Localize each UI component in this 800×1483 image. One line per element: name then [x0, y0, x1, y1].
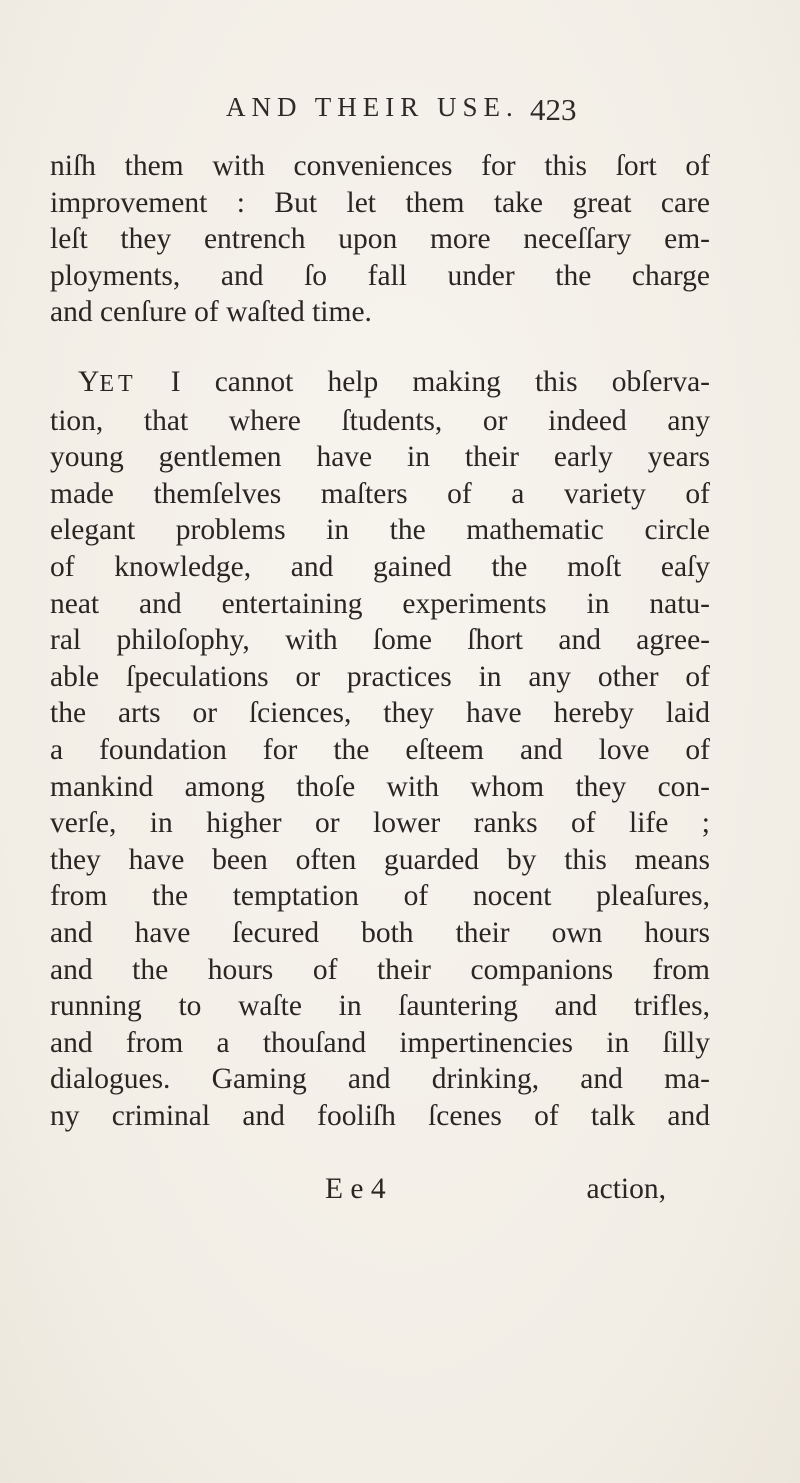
text-line: the arts or ſciences, they have hereby laid [50, 697, 710, 730]
text-line: from the temptation of nocent pleaſures, [50, 880, 710, 913]
text-line-first [50, 364, 710, 403]
text-line: elegant problems in the mathematic circle [50, 514, 710, 547]
text-line: tion, that where ſtudents, or indeed any [50, 404, 710, 437]
text-line: ny criminal and fooliſh ſcenes of talk and [50, 1099, 710, 1132]
text-line: ral philoſophy, with ſome ſhort and agree- [50, 624, 710, 657]
page-footer [325, 1173, 666, 1206]
text-line: able ſpeculations or practices in any other of [50, 660, 710, 693]
text-line: ployments, and ſo fall under the charge [50, 259, 710, 292]
text-line: niſh them with conveniences for this ſort of [50, 150, 710, 182]
text-line: leſt they entrench upon more neceſſary em- [50, 223, 710, 256]
text-line: running to waſte in ſauntering and trifles, [50, 990, 710, 1023]
text-line: and the hours of their companions from [50, 953, 710, 986]
text-line: mankind among thoſe with whom they con- [50, 770, 710, 803]
drop-word-rest: ET [99, 371, 137, 397]
text-line: they have been often guarded by this means [50, 843, 710, 876]
text-line: improvement : But let them take great care [50, 186, 710, 219]
text-line: and from a thouſand impertinencies in ſilly [50, 1026, 710, 1059]
text-line: of knowledge, and gained the moſt eaſy [50, 550, 710, 583]
paragraph-1 [50, 148, 710, 331]
signature-mark: E e 4 [325, 1173, 386, 1205]
drop-word-initial: Y [78, 366, 100, 398]
text-line: verſe, in higher or lower ranks of life ; [50, 807, 710, 840]
text-line: a foundation for the eſteem and love of [50, 733, 710, 766]
text-line: made themſelves maſters of a variety of [50, 477, 710, 510]
running-head: AND THEIR USE. [226, 92, 519, 122]
text-line: and cenſure of waſted time. [50, 296, 372, 329]
first-line-text: I cannot help making this obſerva- [136, 366, 710, 398]
paragraph-2 [50, 364, 710, 1134]
page-number: 423 [530, 92, 577, 127]
catchword: action, [586, 1173, 666, 1205]
text-line: dialogues. Gaming and drinking, and ma- [50, 1063, 710, 1096]
text-line: neat and entertaining experiments in natu- [50, 587, 710, 620]
text-line: and have ſecured both their own hours [50, 916, 710, 949]
text-line: young gentlemen have in their early years [50, 441, 710, 474]
